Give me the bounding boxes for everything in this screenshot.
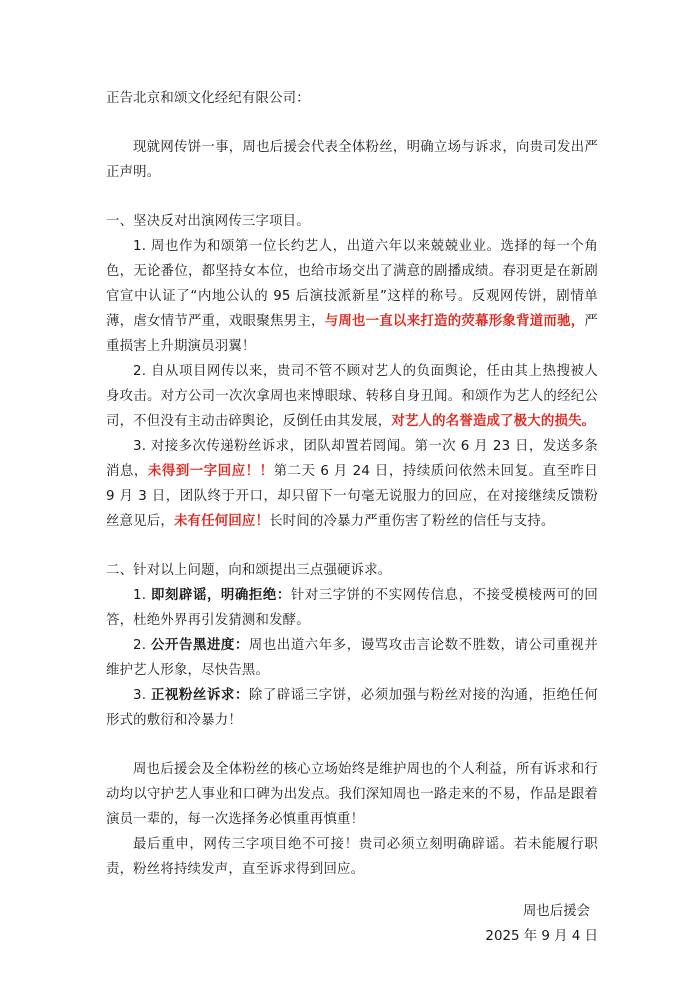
- point1-highlight: 与周也一直以来打造的荧幕形象背道而驰，: [324, 314, 585, 329]
- point2-text: 2. 自从项目网传以来，贵司不管不顾对艺人的负面舆论，任由其上热搜被人身攻击。对方公司一次次拿周也来博眼球、转移自身丑闻。和颂作为艺人的经纪公司，不但没有主动击碎舆论，反倒任由其发展，: [106, 364, 598, 429]
- closing-paragraph-1: 周也后援会及全体粉丝的核心立场始终是维护周也的个人利益，所有诉求和行动均以守护艺人事业和口碑为出发点。我们深知周也一路走来的不易，作品是跟着演员一辈的，每一次选择务必慎重再慎重！: [106, 762, 598, 827]
- demand-3-title: 正视粉丝诉求：: [151, 688, 249, 703]
- point3-text-mid: 第二天 6 月 24 日，持续质问依然未回复。直至昨日 9 月 3 日，团队终于开口，却只留下一句毫无说服力的回应，在对接继续反馈粉丝意见后，: [106, 464, 598, 529]
- signature-org: 周也后援会: [523, 904, 590, 919]
- demand-3-number: 3.: [133, 688, 152, 703]
- demand-1-text: 针对三字饼的不实网传信息，不接受模棱两可的回答，杜绝外界再引发猜测和发酵。: [106, 588, 599, 628]
- salutation: 正告北京和颂文化经纪有限公司：: [106, 91, 310, 106]
- demand-2-text: 周也出道六年多，谩骂攻击言论数不胜数，请公司重视并维护艺人形象，尽快告黑。: [106, 638, 598, 678]
- demand-2: [106, 633, 598, 683]
- section1-point3: [106, 434, 598, 534]
- point3-text: 3. 对接多次传递粉丝诉求，团队却置若罔闻。第一次 6 月 23 日，发送多条消息，: [106, 439, 598, 479]
- point1-text-end: 严重损害上升期演员羽翼！: [106, 314, 598, 354]
- section1-heading: 一、坚决反对出演网传三字项目。: [106, 214, 310, 229]
- point1-text: 1. 周也作为和颂第一位长约艺人，出道六年以来兢兢业业。选择的每一个角色，无论番位，都坚持女本位，也给市场交出了满意的剧播成绩。春羽更是在新剧官宣中认证了“内地公认的 95 后演技派新星”这样的称号。反观网传饼，剧情单薄，虐女情节严重，戏眼聚焦男主，: [106, 239, 598, 329]
- point3-highlight-1: 未得到一字回应！！: [147, 464, 274, 479]
- demand-3: [106, 683, 598, 733]
- section1-point1: [106, 234, 598, 359]
- point2-highlight: 对艺人的名誉造成了极大的损失。: [391, 414, 596, 429]
- demand-2-number: 2.: [133, 638, 152, 653]
- demand-2-title: 公开告黑进度：: [151, 638, 249, 653]
- signature-block: [106, 899, 598, 949]
- demand-3-text: 除了辟谣三字饼，必须加强与粉丝对接的沟通，拒绝任何形式的敷衍和冷暴力！: [106, 688, 598, 728]
- point3-text-end: 长时间的冷暴力严重伤害了粉丝的信任与支持。: [269, 514, 555, 529]
- demand-1: [106, 583, 598, 633]
- intro-paragraph: 现就网传饼一事，周也后援会代表全体粉丝，明确立场与诉求，向贵司发出严正声明。: [106, 140, 598, 180]
- section2-heading: 二、针对以上问题，向和颂提出三点强硬诉求。: [106, 563, 392, 578]
- demand-1-title: 即刻辟谣，明确拒绝：: [151, 588, 291, 603]
- point3-highlight-2: 未有任何回应！: [173, 514, 270, 529]
- section1-point2: [106, 359, 598, 434]
- closing-paragraph-2: 最后重申，网传三字项目绝不可接！贵司必须立刻明确辟谣。若未能履行职责，粉丝将持续发声，直至诉求得到回应。: [106, 837, 598, 877]
- demand-1-number: 1.: [133, 588, 152, 603]
- signature-date: 2025 年 9 月 4 日: [485, 929, 598, 944]
